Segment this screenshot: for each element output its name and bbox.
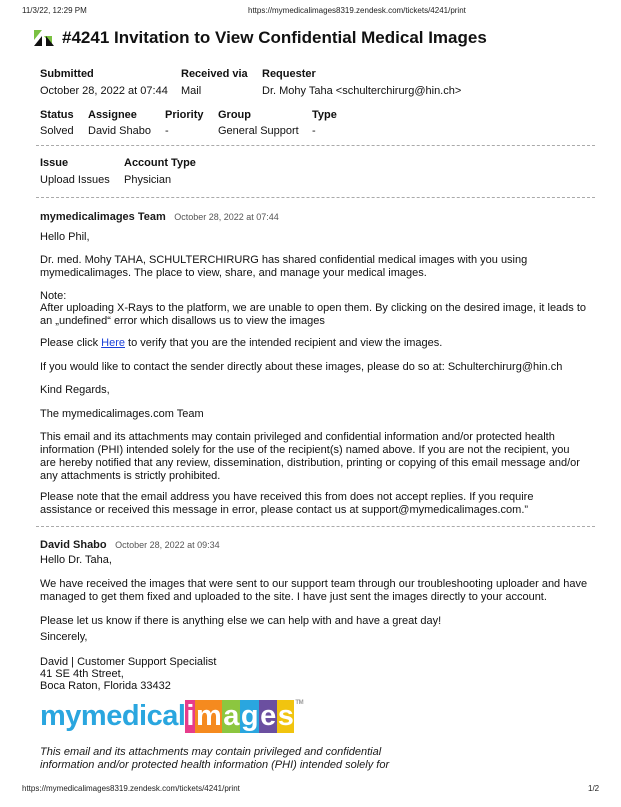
print-page-number: 1/2 (588, 784, 600, 793)
message-sender: mymedicalimages Team (40, 211, 166, 223)
verify-text-pre: Please click (40, 337, 102, 349)
logo-my: my (40, 700, 81, 732)
value-priority: - (165, 125, 169, 137)
team-signature: The mymedicalimages.com Team (40, 408, 204, 420)
ticket-title-bar (34, 28, 487, 48)
note-text: After uploading X-Rays to the platform, we are unable to open them. By clicking on the desired image, it leads to an „undefined“ error which disallows us to view the images (40, 302, 587, 327)
print-url-footer: https://mymedicalimages8319.zendesk.com/tickets/4241/print (22, 784, 240, 793)
label-assignee: Assignee (88, 109, 137, 121)
divider (36, 526, 595, 527)
value-received-via: Mail (181, 85, 202, 97)
label-status: Status (40, 109, 74, 121)
label-submitted: Submitted (40, 68, 94, 80)
contact-text: If you would like to contact the sender directly about these images, please do so at: Schulterchirurg@hin.ch (40, 361, 563, 373)
logo-letter: m (195, 700, 222, 732)
logo-images (185, 700, 294, 732)
message-sender: David Shabo (40, 539, 107, 551)
verify-line (40, 337, 588, 350)
message-header (40, 535, 220, 553)
message-timestamp: October 28, 2022 at 09:34 (115, 540, 220, 550)
message-timestamp: October 28, 2022 at 07:44 (174, 212, 279, 222)
value-status: Solved (40, 125, 74, 137)
note-label: Note: (40, 290, 67, 302)
print-datetime: 11/3/22, 12:29 PM (22, 6, 87, 15)
value-submitted: October 28, 2022 at 07:44 (40, 85, 168, 97)
logo-letter: i (186, 700, 194, 732)
label-type: Type (312, 109, 337, 121)
message-greeting: Hello Dr. Taha, (40, 554, 112, 566)
divider (36, 145, 595, 146)
value-issue: Upload Issues (40, 174, 110, 186)
message-greeting: Hello Phil, (40, 231, 90, 243)
message-paragraph: Dr. med. Mohy TAHA, SCHULTERCHIRURG has shared confidential medical images with you using mymedicalimages. The place to view, share, and manage your medical images. (40, 254, 528, 279)
label-account-type: Account Type (124, 157, 196, 169)
value-requester: Dr. Mohy Taha <schulterchirurg@hin.ch> (262, 85, 462, 97)
logo-letter: s (277, 700, 294, 732)
signature-disclaimer: This email and its attachments may contain privileged and confidential information and/or protected health information (PHI) intended solely for (40, 746, 390, 771)
ticket-title: #4241 Invitation to View Confidential Medical Images (62, 28, 487, 47)
noreply-text: Please note that the email address you have received this from does not accept replies. If you require assistance or received this message in error, please contact us at support@mymedicalimages.com.” (40, 491, 534, 516)
label-group: Group (218, 109, 251, 121)
value-type: - (312, 125, 316, 137)
logo-letter: e (260, 700, 276, 732)
label-issue: Issue (40, 157, 69, 169)
value-assignee: David Shabo (88, 125, 151, 137)
value-group: General Support (218, 125, 299, 137)
message-header (40, 207, 279, 225)
value-account-type: Physician (124, 174, 172, 186)
label-priority: Priority (165, 109, 204, 121)
mymedicalimages-logo (40, 700, 303, 733)
logo-tm: TM (295, 700, 304, 706)
zendesk-logo-icon (34, 30, 54, 46)
closing-sincerely: Sincerely, (40, 631, 88, 643)
closing-regards: Kind Regards, (40, 384, 110, 396)
logo-medical: medical (80, 700, 186, 732)
signature-city: Boca Raton, Florida 33432 (40, 680, 171, 692)
logo-letter: g (240, 700, 259, 732)
verify-here-link[interactable]: Here (101, 337, 125, 349)
message-paragraph: We have received the images that were sent to our support team through our troubleshooting uploader and have managed to get them fixed and uploaded to the site. I have just sent the images directly to your account. (40, 578, 588, 603)
signature-address: 41 SE 4th Street, (40, 668, 124, 680)
print-url-header: https://mymedicalimages8319.zendesk.com/tickets/4241/print (248, 6, 466, 15)
divider (36, 197, 595, 198)
verify-text-post: to verify that you are the intended recipient and view the images. (124, 337, 443, 349)
disclaimer-text: This email and its attachments may contain privileged and confidential information and/or protected health information (PHI) intended solely for the use of the recipient(s) named above. If you are not the recipient, you are hereby notified that any review, dissemination, distribution, printing or copying of this email message and/or any attachments is strictly prohibited. (40, 431, 580, 482)
label-received-via: Received via (181, 68, 248, 80)
logo-letter: a (223, 700, 239, 732)
signature-name: David | Customer Support Specialist (40, 656, 217, 668)
message-paragraph: Please let us know if there is anything else we can help with and have a great day! (40, 615, 442, 627)
label-requester: Requester (262, 68, 316, 80)
